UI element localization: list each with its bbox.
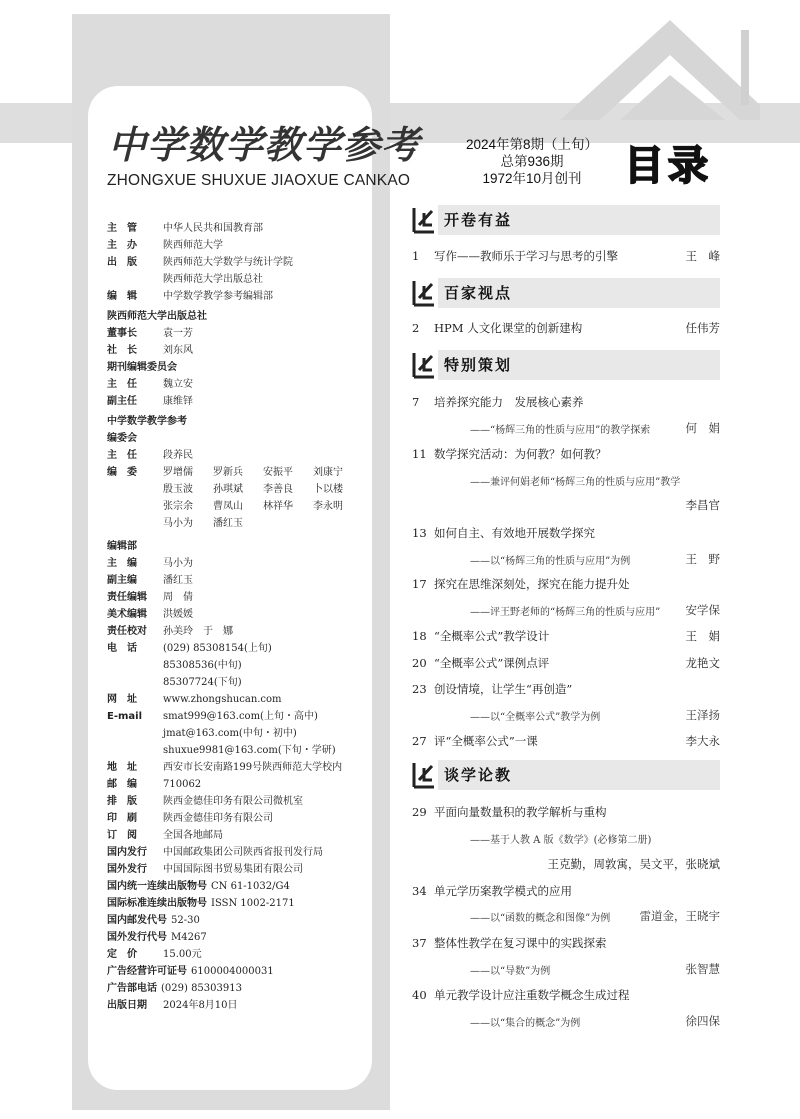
info-row: 副主任 康维铎: [107, 396, 193, 407]
toc-subtitle: ——评王野老师的“杨辉三角的性质与应用” 安学保: [470, 603, 720, 618]
toc-item[interactable]: 13 如何自主、有效地开展数学探究: [412, 526, 595, 540]
toc-item[interactable]: 27 评“全概率公式”一课 李大永: [412, 734, 720, 748]
committee-subtitle: 编委会: [107, 433, 137, 444]
info-row: 责任编辑 周 倩: [107, 592, 193, 603]
website-link[interactable]: www.zhongshucan.com: [163, 694, 282, 705]
member-name: 张宗余: [163, 501, 193, 512]
toc-item[interactable]: 40 单元教学设计应注重数学概念生成过程: [412, 988, 630, 1002]
info-row: 定 价 15.00元: [107, 949, 202, 960]
info-row: 主 编 马小为: [107, 558, 193, 569]
office-title: 编辑部: [107, 541, 137, 552]
info-row: 订 阅 全国各地邮局: [107, 830, 223, 841]
member-name: 马小为: [163, 518, 193, 529]
committee-title: 中学数学教学参考: [107, 416, 187, 427]
info-row: 副主编 潘红玉: [107, 575, 193, 586]
phone-row: 电 话 (029) 85308154(上旬) 85308536(中旬) 85307724(下旬): [107, 640, 372, 691]
toc-item[interactable]: 7 培养探究能力 发展核心素养: [412, 395, 584, 409]
journal-logo-pinyin: ZHONGXUE SHUXUE JIAOXUE CANKAO: [107, 172, 411, 189]
info-row: 国外发行代号 M4267: [107, 932, 207, 943]
info-row: 国际标准连续出版物号 ISSN 1002-2171: [107, 898, 295, 909]
toc-heading: 目录: [624, 143, 712, 189]
founded-date: 1972年10月创刊: [482, 171, 582, 186]
toc-subtitle: ——以“杨辉三角的性质与应用”为例 王 野: [470, 552, 720, 567]
info-row: 美术编辑 洪媛媛: [107, 609, 193, 620]
phone-number: 85307724(下旬): [163, 677, 242, 688]
info-row: 出 版 陕西师范大学数学与统计学院: [107, 257, 293, 268]
member-name: 殷玉波: [163, 484, 193, 495]
toc-subtitle: ——以“集合的概念”为例 徐四保: [470, 1014, 720, 1029]
info-row: 广告经营许可证号 6100004000031: [107, 966, 274, 977]
info-row: 国外发行 中国国际图书贸易集团有限公司: [107, 864, 303, 875]
info-row: 广告部电话 (029) 85303913: [107, 983, 242, 994]
section-header: 开卷有益: [410, 205, 720, 235]
issue-total: 总第936期: [500, 154, 564, 169]
toc-subtitle: ——以“全概率公式”教学为例 王泽扬: [470, 708, 720, 723]
member-name: 罗新兵: [213, 467, 243, 478]
info-row: 社 长 刘东风: [107, 345, 193, 356]
section-badge-icon: [410, 278, 438, 308]
section-header: 百家视点: [410, 278, 720, 308]
toc-item[interactable]: 11 数学探究活动：为何教？如何教？: [412, 447, 607, 461]
press-title: 陕西师范大学出版总社: [107, 311, 207, 322]
section-badge-icon: [410, 350, 438, 380]
issue-info: [462, 136, 602, 187]
info-row: 国内邮发代号 52-30: [107, 915, 200, 926]
toc-subtitle: ——“杨辉三角的性质与应用”的教学探索 何 娟: [470, 421, 720, 436]
info-row: 印 刷 陕西金德佳印务有限公司: [107, 813, 273, 824]
issue-number: 2024年第8期（上旬）: [465, 137, 599, 152]
info-row: 国内统一连续出版物号 CN 61-1032/G4: [107, 881, 290, 892]
toc-item[interactable]: 2 HPM 人文化课堂的创新建构 任伟芳: [412, 321, 720, 335]
toc-item[interactable]: 29 平面向量数量积的教学解析与重构: [412, 805, 607, 819]
member-name: 曹凤山: [213, 501, 243, 512]
section-badge-icon: [410, 205, 438, 235]
info-row: 责任校对 孙美玲 于 娜: [107, 626, 233, 637]
info-row: 主 办 陕西师范大学: [107, 240, 223, 251]
toc-item[interactable]: 1 写作——教师乐于学习与思考的引擎 王 峰: [412, 249, 720, 263]
member-name: 林祥华: [263, 501, 293, 512]
member-name: 李善良: [263, 484, 293, 495]
board-title: 期刊编辑委员会: [107, 362, 177, 373]
info-row: 主 管 中华人民共和国教育部: [107, 223, 263, 234]
info-row: 地 址 西安市长安南路199号陕西师范大学校内: [107, 762, 343, 773]
committee-members: 编 委 罗增儒 罗新兵 安振平 刘康宁 殷玉波 孙琪斌 李善良 卜以楼 张宗余 曹凤山 林祥华 李永明 马小为 潘红玉: [107, 464, 372, 532]
toc-item[interactable]: 34 单元学历案教学模式的应用: [412, 884, 572, 898]
info-row: 编 辑 中学数学教学参考编辑部: [107, 291, 273, 302]
member-name: 卜以楼: [313, 484, 343, 495]
website-row: 网 址 www.zhongshucan.com: [107, 691, 372, 708]
toc-subtitle: ——以“函数的概念和图像”为例 雷道金，王晓宇: [470, 909, 720, 924]
section-header: 谈学论教: [410, 760, 720, 790]
toc-subtitle: ——兼评何娟老师“杨辉三角的性质与应用”教学: [470, 477, 681, 488]
email-row: E-mail smat999@163.com(上旬・高中) jmat@163.com(中旬・初中) shuxue9981@163.com(下旬・学研): [107, 708, 372, 759]
section-badge-icon: [410, 760, 438, 790]
email-link[interactable]: jmat@163.com(中旬・初中): [163, 728, 297, 739]
member-name: 罗增儒: [163, 467, 193, 478]
info-row: 主 任 段养民: [107, 450, 193, 461]
toc-subtitle: ——基于人教 A 版《数学》(必修第二册): [470, 835, 652, 846]
phone-number: (029) 85308154(上旬): [163, 643, 272, 654]
info-row: 董事长 袁一芳: [107, 328, 193, 339]
member-name: 潘红玉: [213, 518, 243, 529]
roof-decoration: [560, 10, 760, 120]
phone-number: 85308536(中旬): [163, 660, 242, 671]
toc-item[interactable]: 18 “全概率公式”教学设计 王 娟: [412, 629, 720, 643]
toc-item[interactable]: 37 整体性教学在复习课中的实践探索: [412, 936, 607, 950]
journal-logo: 中学数学教学参考: [108, 122, 421, 167]
section-header: 特别策划: [410, 350, 720, 380]
info-row: 排 版 陕西金德佳印务有限公司微机室: [107, 796, 303, 807]
info-row: 主 任 魏立安: [107, 379, 193, 390]
toc-item[interactable]: 20 “全概率公式”课例点评 龙艳文: [412, 656, 720, 670]
toc-item[interactable]: 23 创设情境，让学生“再创造”: [412, 682, 573, 696]
toc-item[interactable]: 17 探究在思维深刻处，探究在能力提升处: [412, 577, 630, 591]
email-link[interactable]: shuxue9981@163.com(下旬・学研): [163, 745, 336, 756]
info-row: 陕西师范大学出版总社: [163, 274, 263, 285]
member-name: 安振平: [263, 467, 293, 478]
email-link[interactable]: smat999@163.com(上旬・高中): [163, 711, 318, 722]
info-row: 邮 编 710062: [107, 779, 202, 790]
info-row: 国内发行 中国邮政集团公司陕西省报刊发行局: [107, 847, 323, 858]
member-name: 刘康宁: [313, 467, 343, 478]
toc-subtitle: ——以“导数”为例 张智慧: [470, 962, 720, 977]
editorial-info: [107, 220, 372, 1014]
member-name: 孙琪斌: [213, 484, 243, 495]
info-row: 出版日期 2024年8月10日: [107, 1000, 238, 1011]
member-name: 李永明: [313, 501, 343, 512]
